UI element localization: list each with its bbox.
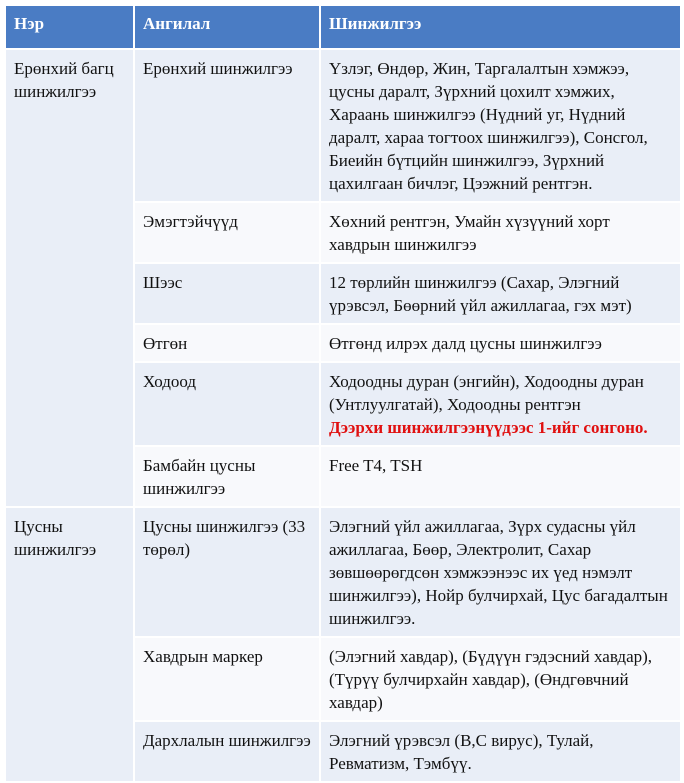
category-cell: Эмэгтэйчүүд	[134, 202, 320, 263]
tests-cell: Элэгний үйл ажиллагаа, Зүрх судасны үйл ажиллагаа, Бөөр, Электролит, Сахар зөвшөөрөгдсөн хэмжээнээс их үед нэмэлт шинжилгээ), Нойр булчирхай, Цус багадалтын шинжилгээ.	[320, 507, 681, 637]
category-cell: Өтгөн	[134, 324, 320, 362]
group-name-cell: Цусны шинжилгээ	[5, 507, 134, 782]
tests-cell: (Элэгний хавдар), (Бүдүүн гэдэсний хавдар), (Түрүү булчирхайн хавдар), (Өндгөвчний хавдар)	[320, 637, 681, 721]
tests-cell: Үзлэг, Өндөр, Жин, Таргалалтын хэмжээ, цусны даралт, Зүрхний цохилт хэмжих, Хараань шинжилгээ (Нүдний уг, Нүдний даралт, хараа тогтоох шинжилгээ), Сонсгол, Биеийн бүтцийн шинжилгээ, Зүрхний цахилгаан бичлэг, Цээжний рентгэн.	[320, 49, 681, 202]
table-row	[5, 49, 681, 202]
table-row	[5, 507, 681, 637]
tests-text: Ходоодны дуран (энгийн), Ходоодны дуран (Унтлуулгатай), Ходоодны рентгэн	[329, 372, 644, 414]
category-cell: Цусны шинжилгээ (33 төрөл)	[134, 507, 320, 637]
header-tests: Шинжилгээ	[320, 5, 681, 49]
tests-cell: Хөхний рентгэн, Умайн хүзүүний хорт хавдрын шинжилгээ	[320, 202, 681, 263]
tests-cell: Элэгний үрэвсэл (B,C вирус), Тулай, Ревматизм, Тэмбүү.	[320, 721, 681, 782]
category-cell: Ходоод	[134, 362, 320, 446]
category-cell: Дархлалын шинжилгээ	[134, 721, 320, 782]
tests-cell: Free T4, TSH	[320, 446, 681, 507]
category-cell: Ерөнхий шинжилгээ	[134, 49, 320, 202]
tests-cell: 12 төрлийн шинжилгээ (Сахар, Элэгний үрэвсэл, Бөөрний үйл ажиллагаа, гэх мэт)	[320, 263, 681, 324]
header-name: Нэр	[5, 5, 134, 49]
group-name-cell: Ерөнхий багц шинжилгээ	[5, 49, 134, 507]
exam-table-container	[4, 4, 680, 783]
tests-cell	[320, 362, 681, 446]
category-cell: Хавдрын маркер	[134, 637, 320, 721]
exam-table	[4, 4, 682, 783]
header-category: Ангилал	[134, 5, 320, 49]
selection-note: Дээрхи шинжилгээнүүдээс 1-ийг сонгоно.	[329, 418, 648, 437]
category-cell: Бамбайн цусны шинжилгээ	[134, 446, 320, 507]
tests-cell: Өтгөнд илрэх далд цусны шинжилгээ	[320, 324, 681, 362]
table-header-row	[5, 5, 681, 49]
category-cell: Шээс	[134, 263, 320, 324]
